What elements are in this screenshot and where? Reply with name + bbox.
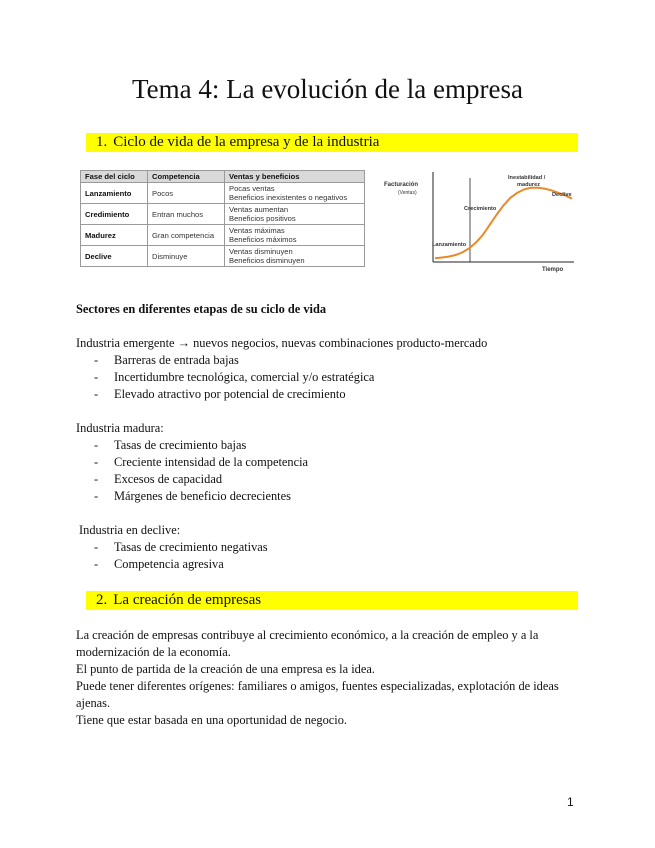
annotation-madurez <box>508 175 547 188</box>
phase-cell: Madurez <box>81 225 148 246</box>
section-title: Ciclo de vida de la empresa y de la industria <box>113 134 380 150</box>
sales-cell <box>225 204 365 225</box>
list-item: - Barreras de entrada bajas <box>92 352 374 369</box>
annotation-crecimiento: Crecimiento <box>464 206 497 212</box>
column-header: Competencia <box>148 171 225 183</box>
sales-line: Ventas aumentan <box>229 205 289 214</box>
sales-line: Beneficios máximos <box>229 235 297 244</box>
section-number: 1. <box>96 134 108 150</box>
section-number: 2. <box>96 592 108 608</box>
phase-cell: Credimiento <box>81 204 148 225</box>
emergente-list <box>92 352 374 403</box>
sales-cell <box>225 183 365 204</box>
paragraph-line: modernización de la economía. <box>76 645 231 659</box>
list-item: - Incertidumbre tecnológica, comercial y/o estratégica <box>92 369 374 386</box>
x-axis-label: Tiempo <box>542 267 564 273</box>
sales-line: Ventas disminuyen <box>229 247 293 256</box>
paragraph-line: El punto de partida de la creación de una empresa es la idea. <box>76 662 375 676</box>
declive-list <box>92 539 268 573</box>
subheading: Sectores en diferentes etapas de su ciclo de vida <box>76 302 327 316</box>
phase-cell: Declive <box>81 246 148 267</box>
annotation-madurez-line1: Inestabilidad / <box>508 175 546 181</box>
sales-cell <box>225 225 365 246</box>
paragraph-line: Puede tener diferentes orígenes: familiares o amigos, fuentes especializadas, explotación de ideas <box>76 679 559 693</box>
y-axis-label: Facturación <box>384 182 419 188</box>
competition-cell: Pocos <box>148 183 225 204</box>
column-header: Fase del ciclo <box>81 171 148 183</box>
list-item: - Competencia agresiva <box>92 556 268 573</box>
declive-intro: Industria en declive: <box>79 523 181 537</box>
sales-line: Beneficios disminuyen <box>229 256 305 265</box>
paragraph-line: La creación de empresas contribuye al crecimiento económico, a la creación de empleo y a la <box>76 628 539 642</box>
sales-line: Beneficios inexistentes o negativos <box>229 193 348 202</box>
emergente-intro: Industria emergente → nuevos negocios, nuevas combinaciones producto-mercado <box>76 336 488 350</box>
list-item: - Márgenes de beneficio decrecientes <box>92 488 308 505</box>
paragraph-line: Tiene que estar basada en una oportunidad de negocio. <box>76 713 348 727</box>
annotation-declive: Declive <box>552 192 572 198</box>
y-axis-sublabel: (Ventas) <box>398 190 417 196</box>
sales-line: Ventas máximas <box>229 226 285 235</box>
table-row <box>81 183 365 204</box>
table-row <box>81 225 365 246</box>
list-item: - Elevado atractivo por potencial de crecimiento <box>92 386 374 403</box>
paragraph-line: ajenas. <box>76 696 111 710</box>
list-item: - Creciente intensidad de la competencia <box>92 454 308 471</box>
phase-cell: Lanzamiento <box>81 183 148 204</box>
life-cycle-chart <box>378 168 578 278</box>
page-title: Tema 4: La evolución de la empresa <box>132 74 523 104</box>
sales-line: Beneficios positivos <box>229 214 296 223</box>
life-cycle-table <box>80 170 365 267</box>
sales-cell <box>225 246 365 267</box>
list-item: - Excesos de capacidad <box>92 471 308 488</box>
list-item: - Tasas de crecimiento bajas <box>92 437 308 454</box>
column-header: Ventas y beneficios <box>225 171 365 183</box>
madura-intro: Industria madura: <box>76 421 164 435</box>
table-row <box>81 246 365 267</box>
competition-cell: Entran muchos <box>148 204 225 225</box>
page-number: 1 <box>567 795 574 809</box>
competition-cell: Disminuye <box>148 246 225 267</box>
list-item: - Tasas de crecimiento negativas <box>92 539 268 556</box>
madura-list <box>92 437 308 505</box>
table-row <box>81 204 365 225</box>
sales-line: Pocas ventas <box>229 184 275 193</box>
competition-cell: Gran competencia <box>148 225 225 246</box>
annotation-lanzamiento: Lanzamiento <box>432 242 467 248</box>
section-heading-1 <box>86 133 578 152</box>
section-title: La creación de empresas <box>113 592 262 608</box>
table-header-row <box>81 171 365 183</box>
section-heading-2 <box>86 591 578 610</box>
annotation-madurez-line2: madurez <box>517 182 541 188</box>
